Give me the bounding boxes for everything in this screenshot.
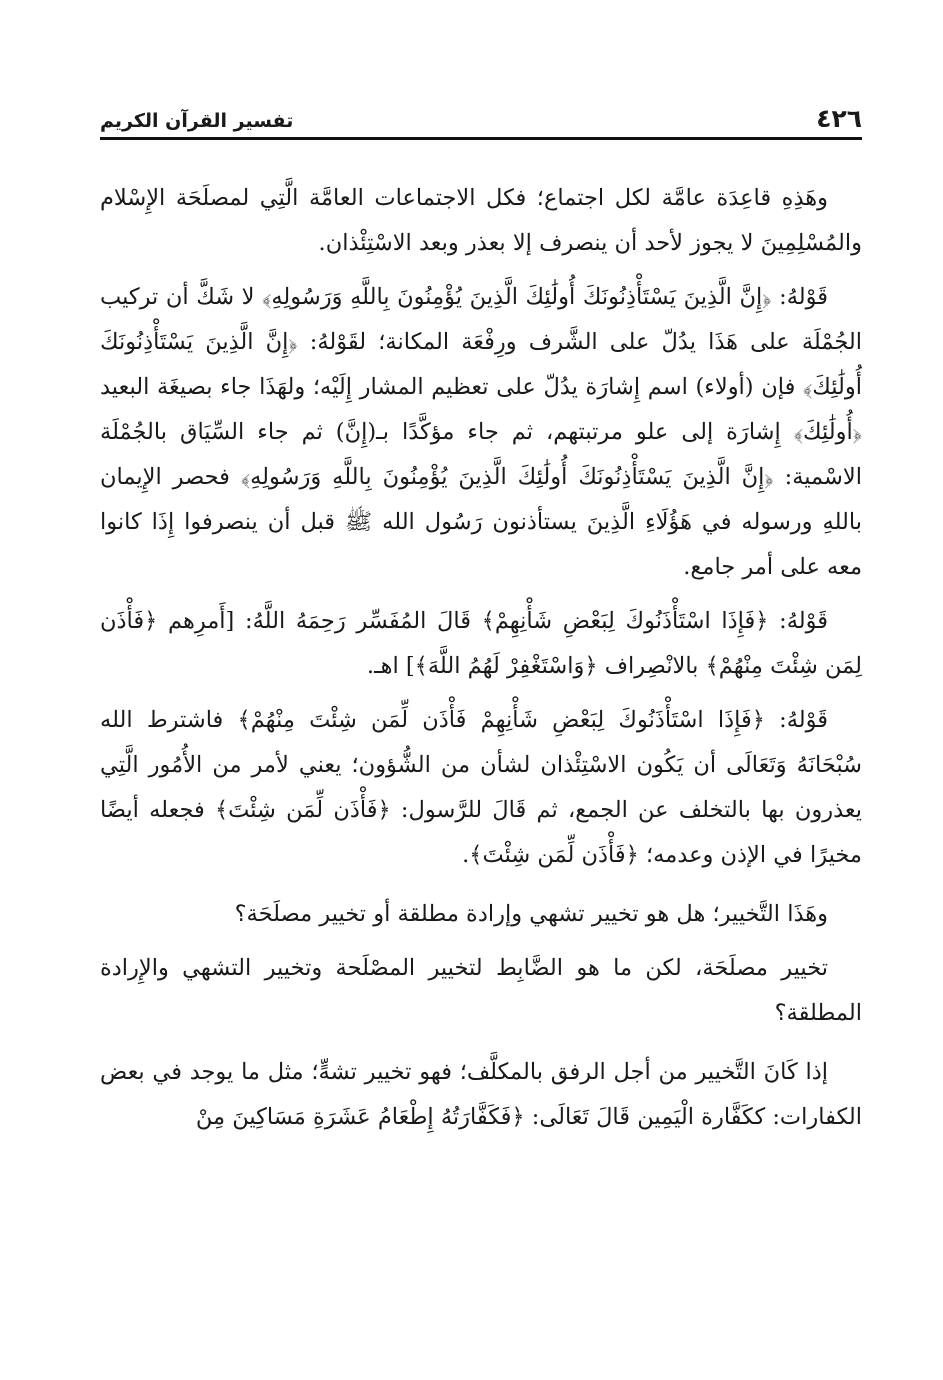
page-header <box>100 96 862 140</box>
page-body <box>100 176 862 1140</box>
paragraph-expiation-example: إذا كَانَ التَّخيير من أجل الرفق بالمكلَّف؛ فهو تخيير تشهٍّ؛ مثل ما يوجد في بعض الكفارات: ككَفَّارة الْيَمِين قَالَ تَعَالَى: ﴿فَكَفَّارَتُهُ إِطْعَامُ عَشَرَةِ مَسَاكِينَ مِنْ <box>100 1059 862 1130</box>
paragraph-condition-of-permission: قَوْلهُ: ﴿فَإِذَا اسْتَأْذَنُوكَ لِبَعْضِ شَأْنِهِمْ فَأْذَن لِّمَن شِئْتَ مِنْهُمْ﴾ فاشترط الله سُبْحَانَهُ وَتَعَالَى أن يَكُون الاسْتِئْذان لشأن من الشُّؤون؛ يعني لأمر من الأُمُور الَّتِي يعذرون بها بالتخلف عن الجمع، ثم قَالَ للرَّسول: ﴿فَأْذَن لِّمَن شِئْتَ﴾ فجعله أيضًا مخيرًا في الإذن وعدمه؛ ﴿فَأْذَن لِّمَن شِئْتَ﴾. <box>100 707 862 868</box>
paragraph-verse-those-who-ask-permission: قَوْلهُ: ﴿إِنَّ الَّذِينَ يَسْتَأْذِنُونَكَ أُولَٰئِكَ الَّذِينَ يُؤْمِنُونَ بِاللَّهِ وَرَسُولِهِ﴾ لا شَكَّ أن تركيب الجُمْلَة على هَذَا يدُلّ على الشَّرف ورِفْعَة المكانة؛ لقَوْلهُ: ﴿إِنَّ الَّذِينَ يَسْتَأْذِنُونَكَ أُولَٰئِكَ﴾ فإن (أولاء) اسم إِشارَة يدُلّ على تعظيم المشار إِلَيْه؛ ولهَذَا جاء بصيغَة البعيد ﴿أُولَٰئِكَ﴾ إِشارَة إلى علو مرتبتهم، ثم جاء مؤكَّدًا بـ(إِنَّ) ثم جاء السِّيَاق بالجُمْلَة الاسْمية: ﴿إِنَّ الَّذِينَ يَسْتَأْذِنُونَكَ أُولَٰئِكَ الَّذِينَ يُؤْمِنُونَ بِاللَّهِ وَرَسُولِهِ﴾ فحصر الإِيمان باللهِ ورسوله في هَؤُلَاءِ الَّذِينَ يستأذنون رَسُول الله ﷺ قبل أن ينصرفوا إِذَا كانوا معه على أمر جامع. <box>100 284 862 580</box>
paragraph-choice-answer: تخيير مصلَحَة، لكن ما هو الضَّابِط لتخيير المصْلَحة وتخيير التشهي والإِرادة المطلقة؟ <box>100 955 862 1026</box>
paragraph-mufassir-commentary: قَوْلهُ: ﴿فَإِذَا اسْتَأْذَنُوكَ لِبَعْضِ شَأْنِهِمْ﴾ قَالَ المُفَسِّر رَحِمَهُ اللَّهُ: [أَمرِهم ﴿فَأْذَن لِمَن شِئْتَ مِنْهُمْ﴾ بالانْصِراف ﴿وَاسْتَغْفِرْ لَهُمُ اللَّهَ﴾] اهـ. <box>100 608 862 679</box>
paragraph-gathering-rule: وهَذِهِ قاعِدَة عامَّة لكل اجتماع؛ فكل الاجتماعات العامَّة الَّتِي لمصلَحَة الإِسْلام والمُسْلِمِينَ لا يجوز لأحد أن ينصرف إلا بعذر وبعد الاسْتِئْذان. <box>100 185 862 256</box>
page-number: ٤٢٦ <box>816 104 862 133</box>
book-title: تفسير القرآن الكريم <box>100 110 294 132</box>
paragraph-choice-question: وهَذَا التَّخيير؛ هل هو تخيير تشهي وإرادة مطلقة أو تخيير مصلَحَة؟ <box>234 901 828 927</box>
